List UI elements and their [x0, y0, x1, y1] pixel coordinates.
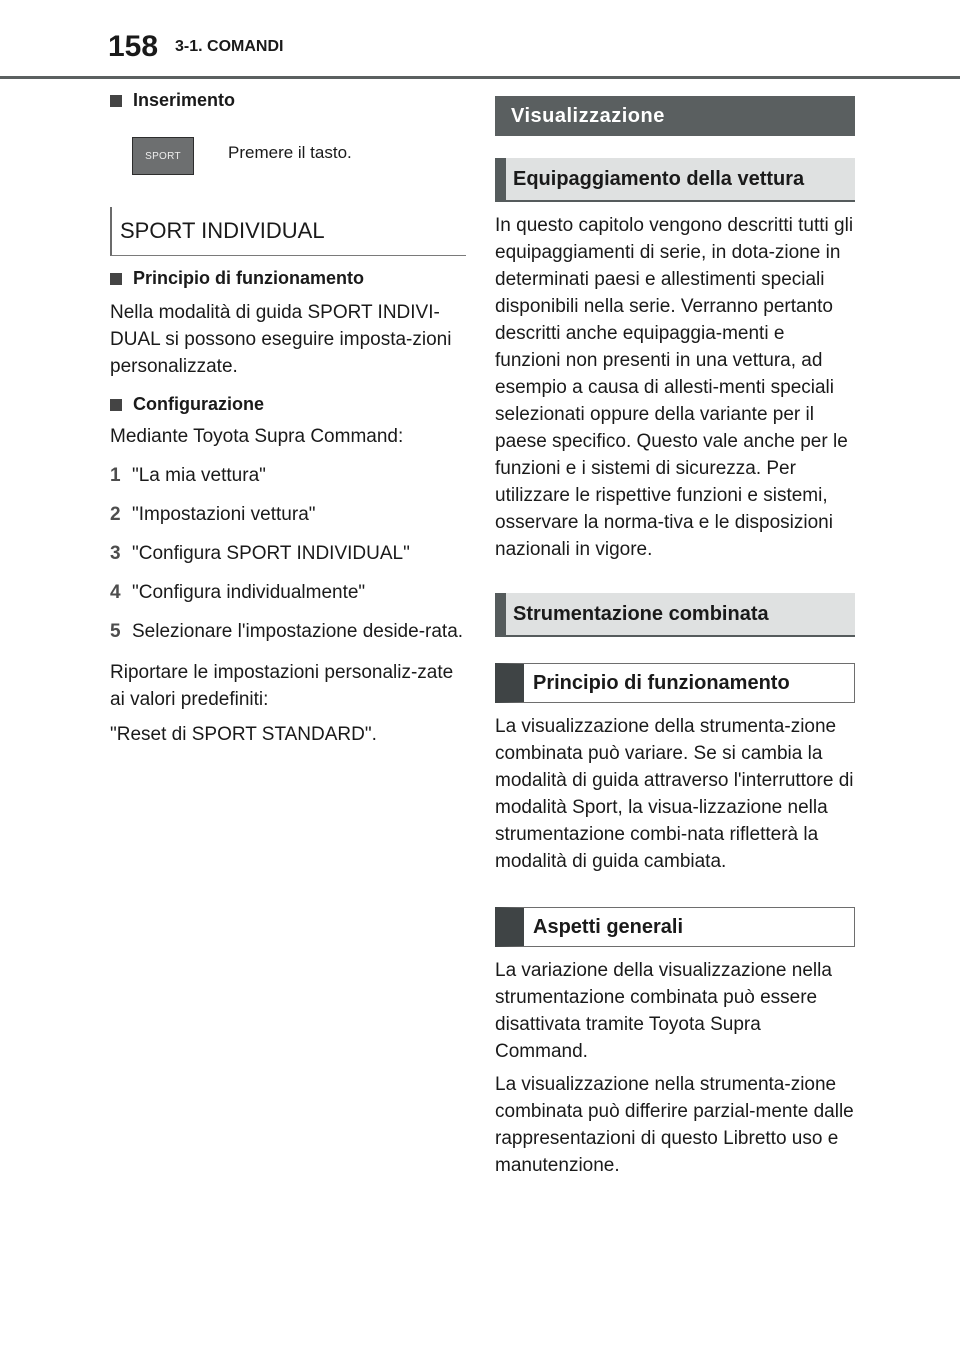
step-text: "La mia vettura" — [132, 465, 266, 486]
principio-funzionamento-paragraph: La visualizzazione della strumenta-zione combinata può variare. Se si cambia la modalità di guida attraverso l'interruttore di modalità Sport, la visua-lizzazione nella strumentazione combi-nata rifletterà la modalità di guida cambiata. — [495, 716, 854, 872]
sport-button-row — [132, 137, 466, 175]
step-item — [110, 501, 466, 528]
principio-funzionamento-title: Principio di funzionamento — [495, 663, 855, 703]
step-number: 4 — [110, 582, 121, 603]
page-header — [0, 0, 960, 80]
aspetti-paragraph-1: La variazione della visualizzazione nella strumentazione combinata può essere disattivata tramite Toyota Supra Command. — [495, 960, 832, 1062]
square-bullet-icon — [110, 95, 122, 107]
aspetti-generali-title: Aspetti generali — [495, 907, 855, 947]
step-number: 5 — [110, 621, 121, 642]
principio-heading-text: Principio di funzionamento — [133, 268, 364, 288]
step-item — [110, 540, 466, 567]
inserimento-heading-text: Inserimento — [133, 90, 236, 110]
step-number: 2 — [110, 504, 121, 525]
reset-paragraph: Riportare le impostazioni personaliz-zate ai valori predefiniti: — [110, 662, 454, 710]
step-text: "Configura individualmente" — [132, 582, 366, 603]
inserimento-heading — [110, 90, 466, 111]
aspetti-paragraph-2: La visualizzazione nella strumenta-zione combinata può differire parzial-mente dalle rappresentazioni di questo Libretto uso e manutenzione. — [495, 1074, 854, 1176]
step-item — [110, 618, 466, 645]
step-item — [110, 462, 466, 489]
visualizzazione-title: Visualizzazione — [495, 96, 855, 136]
header-divider — [0, 76, 960, 79]
step-item — [110, 579, 466, 606]
configurazione-heading — [110, 394, 466, 415]
configurazione-intro: Mediante Toyota Supra Command: — [110, 426, 404, 447]
reset-value: "Reset di SPORT STANDARD". — [110, 724, 377, 745]
square-bullet-icon — [110, 273, 122, 285]
left-column — [110, 90, 466, 748]
step-text: "Impostazioni vettura" — [132, 504, 316, 525]
equipaggiamento-paragraph: In questo capitolo vengono descritti tutti gli equipaggiamenti di serie, in dota-zione in determinati paesi e allestimenti speciali disponibili nella serie. Verranno pertanto descritti anche equipaggia-menti e funzioni non presenti in una vettura, ad esempio a causa di allesti-menti speciali selezionati oppure della variante per il paese specifico. Questo vale anche per le funzioni e i sistemi di sicurezza. Per utilizzare le rispettive funzioni e sistemi, osservare la norma-tiva e le disposizioni nazionali in vigore. — [495, 215, 854, 560]
principio-heading — [110, 268, 466, 289]
right-column — [495, 96, 855, 1179]
sport-individual-title: SPORT INDIVIDUAL — [110, 207, 466, 256]
section-reference: 3-1. COMANDI — [175, 38, 284, 55]
sport-button-caption: Premere il tasto. — [228, 143, 352, 162]
step-text: Selezionare l'impostazione deside-rata. — [132, 621, 464, 642]
equipaggiamento-title: Equipaggiamento della vettura — [495, 158, 855, 202]
step-text: "Configura SPORT INDIVIDUAL" — [132, 543, 410, 564]
strumentazione-title: Strumentazione combinata — [495, 593, 855, 637]
square-bullet-icon — [110, 399, 122, 411]
page-number: 158 — [108, 30, 159, 63]
configurazione-heading-text: Configurazione — [133, 394, 264, 414]
step-number: 3 — [110, 543, 121, 564]
step-number: 1 — [110, 465, 121, 486]
sport-button-illustration: SPORT — [132, 137, 194, 175]
principio-paragraph: Nella modalità di guida SPORT INDIVI-DUAL si possono eseguire imposta-zioni personalizzate. — [110, 302, 452, 377]
